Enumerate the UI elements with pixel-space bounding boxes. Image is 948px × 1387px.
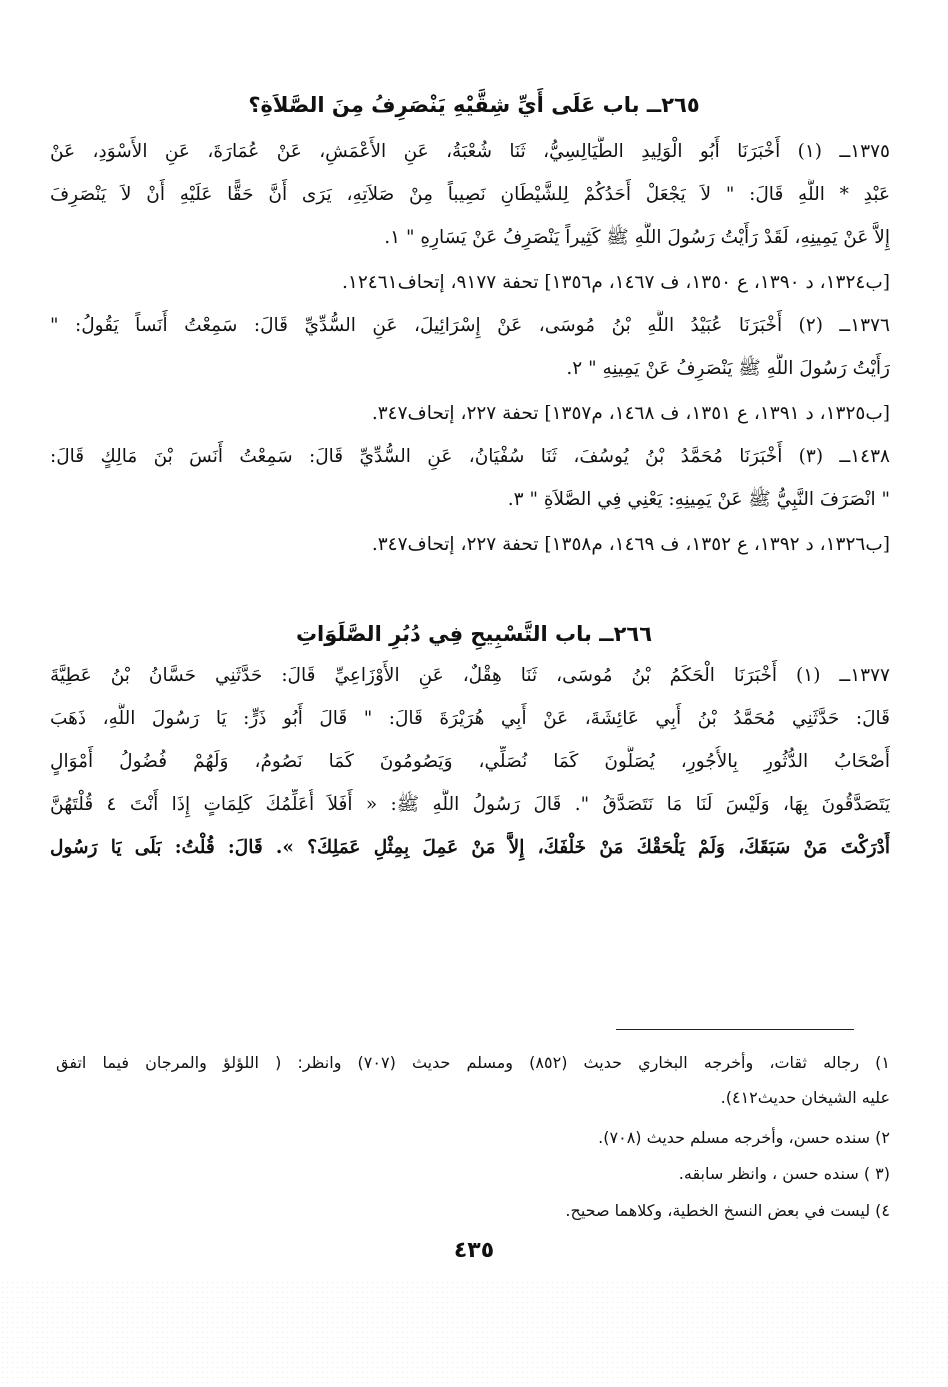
hadith-1377-line-1: ١٣٧٧ــ (١) أَخْبَرَنَا الْحَكَمُ بْنُ مُوسَى، ثَنَا هِقْلٌ، عَنِ الأَوْزَاعِيِّ قَالَ: حَدَّثَنِي حَسَّانُ بْنُ عَطِيَّةَ [50, 665, 890, 686]
hadith-1375-line-1: ١٣٧٥ــ (١) أَخْبَرَنَا أَبُو الْوَلِيدِ الطَّيَالِسِيُّ، ثَنَا شُعْبَةُ، عَنِ الأَعْمَشِ، عَنْ عُمَارَةَ، عَنِ الأَسْوَدِ، عَنْ [50, 141, 890, 162]
scan-noise-texture [0, 1280, 948, 1387]
hadith-1377-line-3: أَصْحَابُ الدُّثُورِ بِالأُجُورِ، يُصَلُّونَ كَمَا نُصَلِّي، وَيَصُومُونَ كَمَا نَصُومُ، وَلَهُمْ فُضُولُ أَمْوَالٍ [50, 751, 890, 772]
chapter-heading-265: ٢٦٥ــ باب عَلَى أَيِّ شِقَّيْهِ يَنْصَرِفُ مِنَ الصَّلاَةِ؟ [248, 93, 700, 117]
hadith-1438-line-2: " انْصَرَفَ النَّبِيُّ ﷺ عَنْ يَمِينِهِ: يَعْنِي فِي الصَّلاَةِ " ٣. [507, 489, 890, 510]
hadith-1377-line-2: قَالَ: حَدَّثَنِي مُحَمَّدُ بْنُ أَبِي عَائِشَةَ، عَنْ أَبِي هُرَيْرَةَ قَالَ: " قَالَ أَبُو ذَرٍّ: يَا رَسُولَ اللَّهِ، ذَهَبَ [50, 708, 890, 729]
footnote-1-line-2: عليه الشيخان حديث٤١٢). [720, 1088, 890, 1107]
hadith-1438-references: [ب١٣٢٦، د ١٣٩٢، ع ١٣٥٢، ف ١٤٦٩، م١٣٥٨] تحفة ٢٢٧، إتحاف٣٤٧. [371, 534, 890, 555]
hadith-1377-line-4: يَتَصَدَّقُونَ بِهَا، وَلَيْسَ لَنَا مَا نَتَصَدَّقُ ". قَالَ رَسُولُ اللَّهِ ﷺ: « أَفَلاَ أُعَلِّمُكَ كَلِمَاتٍ إِذَا أَنْتَ ٤ قُلْتَهُنَّ [50, 794, 890, 815]
hadith-1438-line-1: ١٤٣٨ــ (٣) أَخْبَرَنَا مُحَمَّدُ بْنُ يُوسُفَ، ثَنَا سُفْيَانُ، عَنِ السُّدِّيِّ قَالَ: سَمِعْتُ أَنَسَ بْنَ مَالِكٍ قَالَ: [50, 446, 890, 467]
hadith-1376-line-1: ١٣٧٦ــ (٢) أَخْبَرَنَا عُبَيْدُ اللَّهِ بْنُ مُوسَى، عَنْ إِسْرَائِيلَ، عَنِ السُّدِّيِّ قَالَ: سَمِعْتُ أَنَساً يَقُولُ: " [50, 315, 890, 336]
footnote-3: (٣ ) سنده حسن ، وانظر سابقه. [678, 1164, 890, 1183]
hadith-1375-references: [ب١٣٢٤، د ١٣٩٠، ع ١٣٥٠، ف ١٤٦٧، م١٣٥٦] تحفة ٩١٧٧، إتحاف١٢٤٦١. [342, 272, 890, 293]
hadith-1376-references: [ب١٣٢٥، د ١٣٩١، ع ١٣٥١، ف ١٤٦٨، م١٣٥٧] تحفة ٢٢٧، إتحاف٣٤٧. [371, 403, 890, 424]
chapter-heading-266: ٢٦٦ــ باب التَّسْبِيحِ فِي دُبُرِ الصَّلَوَاتِ [295, 622, 653, 646]
hadith-1377-line-5: أَدْرَكْتَ مَنْ سَبَقَكَ، وَلَمْ يَلْحَقْكَ مَنْ خَلْفَكَ، إِلاَّ مَنْ عَمِلَ بِمِثْلِ عَمَلِكَ؟ ». قَالَ: قُلْتُ: بَلَى يَا رَسُول [50, 837, 890, 858]
hadith-1375-line-3: إِلاَّ عَنْ يَمِينِهِ، لَقَدْ رَأَيْتُ رَسُولَ اللَّهِ ﷺ كَثِيراً يَنْصَرِفُ عَنْ يَسَارِهِ " ١. [384, 227, 890, 248]
footnote-1-line-1: ١) رجاله ثقات، وأخرجه البخاري حديث (٨٥٢) ومسلم حديث (٧٠٧) وانظر: ( اللؤلؤ والمرجان فيما اتفق [56, 1053, 890, 1072]
footnote-4: ٤) ليست في بعض النسخ الخطية، وكلاهما صحيح. [565, 1201, 890, 1220]
hadith-1375-line-2: عَبْدِ * اللَّهِ قَالَ: " لاَ يَجْعَلْ أَحَدُكُمْ لِلشَّيْطَانِ نَصِيباً مِنْ صَلاَتِهِ، يَرَى أَنَّ حَقًّا عَلَيْهِ أَنْ لاَ يَنْصَرِفَ [50, 184, 890, 205]
footnote-separator [616, 1029, 854, 1030]
page-number: ٤٣٥ [453, 1238, 495, 1263]
footnote-2: ٢) سنده حسن، وأخرجه مسلم حديث (٧٠٨). [598, 1128, 890, 1147]
hadith-1376-line-2: رَأَيْتُ رَسُولَ اللَّهِ ﷺ يَنْصَرِفُ عَنْ يَمِينِهِ " ٢. [566, 358, 890, 379]
